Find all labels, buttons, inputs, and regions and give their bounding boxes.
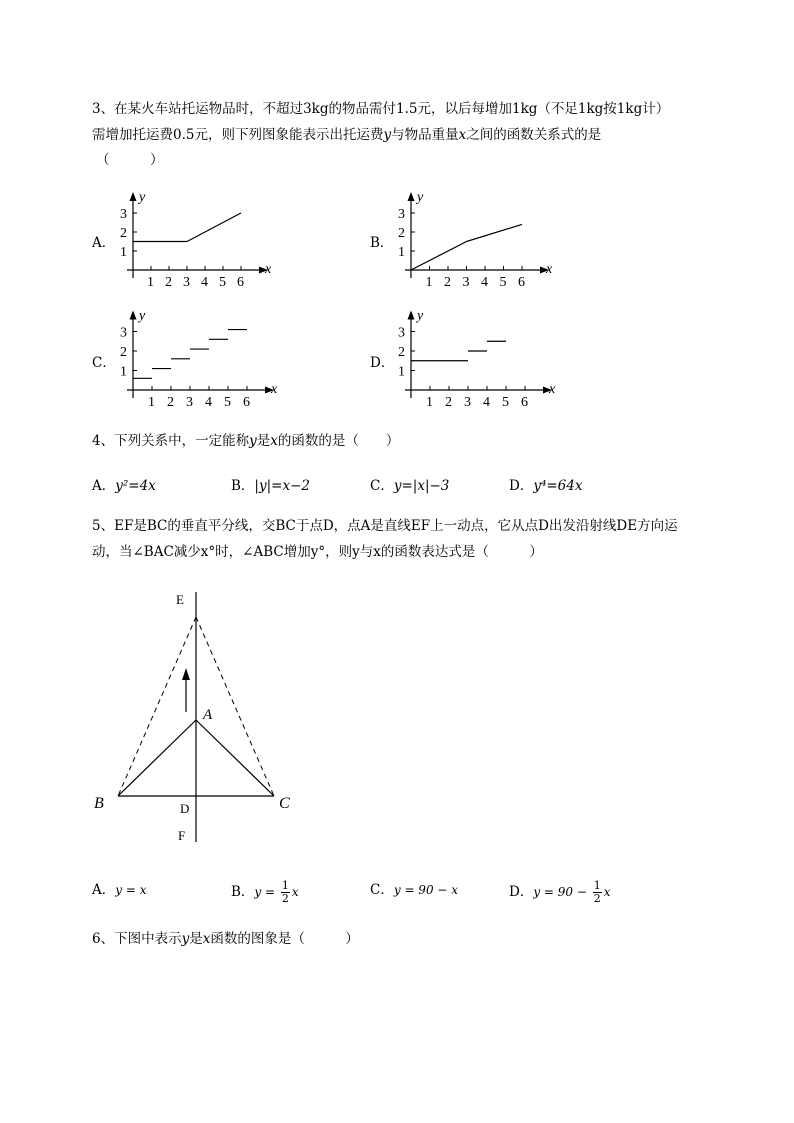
x-tick-label: 6 [237, 275, 244, 290]
q5-option-d-label: D． [509, 884, 534, 900]
q5-dashed-eb [118, 617, 196, 796]
q5-option-c-expr: y = 90 − x [393, 883, 459, 897]
y-tick-label: 1 [398, 245, 405, 260]
x-tick-label: 6 [521, 395, 528, 410]
q5-option-b-label: B． [231, 884, 255, 900]
q6-text-a: 、下图中表示 [100, 931, 182, 947]
x-tick-label: 4 [481, 275, 488, 290]
y-tick-label: 3 [120, 207, 127, 222]
y-tick-label: 3 [120, 325, 127, 341]
x-axis-label: x [265, 262, 272, 277]
y-tick-label: 2 [398, 226, 405, 241]
q3-var-y: y [383, 127, 392, 143]
q5-option-b-expr-b: x [291, 885, 299, 899]
x-tick-label: 5 [502, 395, 509, 410]
q4-option-d-expr: y⁴=64x [533, 478, 583, 494]
q5-arrow-head [182, 668, 190, 680]
q5-label-d: D [180, 801, 190, 816]
q4-option-d-label: D． [509, 478, 534, 494]
q5-option-d-expr-b: x [603, 885, 611, 899]
x-tick-label: 5 [224, 395, 231, 410]
q5-option-b-numerator: 1 [281, 879, 289, 892]
q5-option-b [231, 880, 299, 905]
y-axis-label: y [417, 308, 424, 324]
q4-text-c: 的函数的是（ ） [277, 433, 400, 449]
q5-side-ab [118, 720, 196, 796]
q4-option-b-expr: |y|=x−2 [254, 478, 310, 494]
q5-number: 5 [92, 518, 101, 534]
y-tick-label: 2 [398, 345, 405, 360]
q5-option-d-expr-a: y = 90 − [533, 885, 591, 899]
q5-option-d-denominator: 2 [593, 892, 601, 905]
q5-option-d-numerator: 1 [593, 879, 601, 892]
x-tick-label: 1 [147, 275, 154, 290]
q5-side-ac [196, 720, 274, 796]
q4-text-a: 、下列关系中，一定能称 [100, 433, 250, 449]
q6-number: 6 [92, 931, 101, 947]
x-tick-label: 4 [201, 275, 208, 290]
x-tick-label: 1 [148, 395, 155, 410]
q3-option-b-label: B． [370, 235, 394, 251]
q4-number: 4 [92, 433, 101, 449]
y-axis-label: y [139, 190, 146, 205]
q3-text-line2b: 与物品重量 [391, 127, 459, 143]
y-tick-label: 2 [120, 345, 127, 360]
q4-option-a-label: A． [92, 478, 116, 494]
y-tick-label: 3 [398, 207, 405, 222]
q4-var-y: y [249, 433, 257, 449]
q5-option-a-expr: y = x [115, 883, 147, 897]
x-axis-label: x [549, 382, 556, 397]
x-tick-label: 3 [462, 275, 470, 290]
x-tick-label: 2 [444, 275, 451, 290]
x-axis-label: x [271, 382, 278, 397]
x-tick-label: 5 [219, 275, 226, 290]
y-axis-label: y [417, 190, 424, 205]
q3-option-a-label: A． [92, 235, 116, 251]
q4-option-c-expr: y=|x|−3 [393, 478, 450, 494]
q5-label-a: A [203, 707, 213, 723]
x-tick-label: 4 [205, 395, 212, 410]
q6-text-c: 函数的图象是（ ） [210, 931, 359, 947]
q5-option-b-expr-a: y = [254, 885, 279, 899]
q5-option-a [92, 880, 146, 900]
q4-var-x: x [270, 433, 278, 449]
q5-label-c: C [279, 795, 290, 812]
y-tick-label: 1 [398, 364, 405, 380]
x-tick-label: 6 [518, 275, 525, 290]
y-tick-label: 2 [120, 226, 127, 241]
q5-label-f: F [178, 828, 186, 843]
q5-option-b-fraction [281, 880, 290, 905]
q3-text-line2c: 之间的函数关系式的是 [466, 127, 602, 143]
q6-var-y: y [181, 931, 190, 947]
x-tick-label: 3 [464, 395, 471, 410]
q3-number: 3 [92, 101, 101, 117]
q5-label-b: B [94, 795, 104, 812]
x-tick-label: 3 [186, 395, 193, 410]
x-tick-label: 6 [243, 395, 250, 410]
y-tick-label: 1 [120, 245, 127, 260]
x-axis-label: x [546, 262, 553, 277]
q5-option-d-fraction [593, 880, 602, 905]
q5-option-b-denominator: 2 [281, 892, 289, 905]
q5-label-e: E [176, 592, 184, 607]
q4-option-a-expr: y²=4x [115, 478, 156, 494]
q4-option-b-label: B． [231, 478, 255, 494]
q3-answer-bracket: （ ） [96, 152, 164, 168]
y-axis-label: y [139, 308, 146, 324]
q3-option-d-label: D． [370, 355, 395, 371]
q3-text-line2a: 需增加托运费0.5元，则下列图象能表示出托运费 [92, 127, 384, 143]
q6-text-b: 是 [189, 931, 203, 947]
x-tick-label: 1 [425, 275, 433, 290]
q5-option-c [370, 880, 458, 900]
q3-text-line1: 、在某火车站托运物品时，不超过3kg的物品需付1.5元，以后每增加1kg（不足1kg按1kg计） [100, 101, 670, 117]
q6-var-x: x [202, 931, 211, 947]
q5-option-a-label: A． [92, 882, 116, 898]
q6-stem [92, 929, 359, 949]
q5-line2: 动，当∠BAC减少x°时，∠ABC增加y°，则y与x的函数表达式是（ ） [92, 544, 543, 560]
x-tick-label: 1 [426, 395, 433, 410]
x-tick-label: 2 [445, 395, 452, 410]
q5-option-c-label: C． [370, 882, 394, 898]
x-tick-label: 4 [483, 395, 490, 410]
q5-text-line1: 、EF是BC的垂直平分线，交BC于点D，点A是直线EF上一动点，它从点D出发沿射线DE方向运 [100, 518, 678, 534]
x-tick-label: 3 [183, 275, 190, 290]
x-tick-label: 5 [499, 275, 507, 290]
y-tick-label: 1 [120, 364, 127, 380]
x-tick-label: 2 [165, 275, 172, 290]
x-tick-label: 2 [167, 395, 174, 410]
q3-option-c-label: C． [92, 355, 116, 371]
y-tick-label: 3 [398, 325, 405, 341]
q4-option-c-label: C． [370, 478, 394, 494]
q5-option-d [509, 880, 611, 905]
q4-text-b: 是 [256, 433, 271, 449]
q3-var-x: x [458, 127, 467, 143]
